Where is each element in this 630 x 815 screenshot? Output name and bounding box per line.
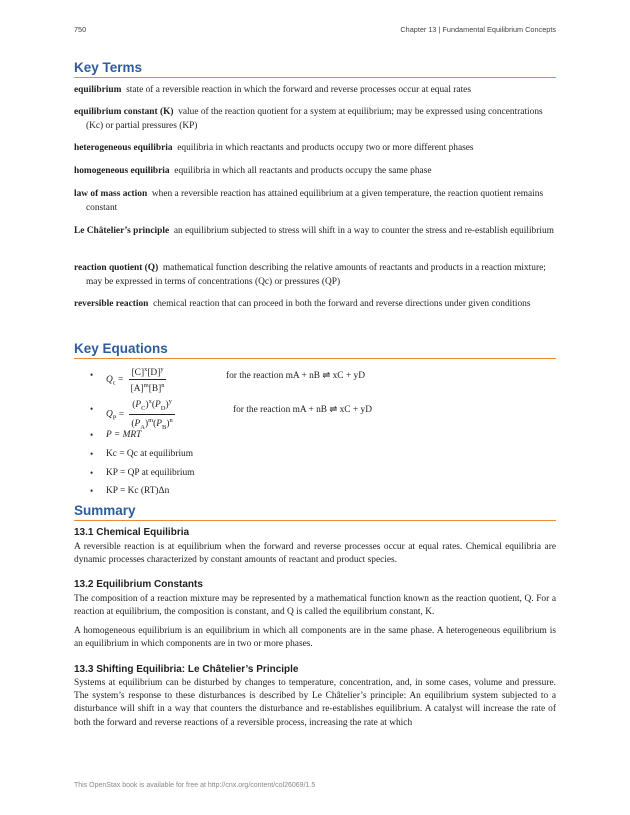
equation-qp: • $Q_P$ = $\frac{(P_C)^x(P_D)^y}{(P_A)^m(P_B)^n}$ for the reaction mA + nB ⇌ xC + yD [90,398,372,431]
term-equilibrium-constant [74,106,556,133]
term-definition: state of a reversible reaction in which the forward and reverse processes occur at equal rates [126,85,471,95]
summary-heading: Summary [74,503,556,521]
term-definition: chemical reaction that can proceed in both the forward and reverse directions under given conditions [153,299,531,309]
term-label: Le Châtelier’s principle [74,226,170,236]
pmrt-formula: P = MRT [106,430,142,440]
term-label: heterogeneous equilibria [74,143,173,153]
chapter-title: Chapter 13 | Fundamental Equilibrium Concepts [400,25,556,34]
term-definition: equilibria in which all reactants and products occupy the same phase [174,166,432,176]
section-heading-13-2: 13.2 Equilibrium Constants [74,579,203,590]
qc-formula: $Q_c$ = $\frac{[C]^x[D]^y}{[A]^m[B]^n}$ [106,366,165,395]
term-definition: when a reversible reaction has attained equilibrium at a given temperature, the reaction quotient remains constant [86,189,544,213]
equation-kc-qc: • Kc = Qc at equilibrium [90,449,194,459]
term-label: law of mass action [74,189,148,199]
term-label: equilibrium [74,85,122,95]
term-definition: mathematical function describing the relative amounts of reactants and products in a reaction mixture; may be expressed in terms of concentrations (Qc) or pressures (QP) [86,263,546,287]
term-le-chateliers-principle [74,225,556,239]
term-label: reaction quotient (Q) [74,263,159,273]
section-13-2-paragraph-2: A homogeneous equilibrium is an equilibrium in which all components are in the same phase. A heterogeneous equilibrium is an equilibrium in which components are in two or more phases. [74,626,556,650]
equation-kp-kc: • KP = Kc (RT)Δn [90,486,170,496]
section-heading-13-3: 13.3 Shifting Equilibria: Le Châtelier’s Principle [74,664,299,675]
section-13-2-paragraph-1: The composition of a reaction mixture may be represented by a mathematical function known as the reaction quotient, Q. For a reaction at equilibrium, the composition is constant, and Q is called the equilibrium constant, K. [74,594,556,618]
term-label: equilibrium constant (K) [74,107,174,117]
kp-qp-formula: KP = QP at equilibrium [106,468,195,478]
reaction-note: for the reaction mA + nB ⇌ xC + yD [226,371,365,381]
reaction-note: for the reaction mA + nB ⇌ xC + yD [233,405,372,415]
term-definition: value of the reaction quotient for a system at equilibrium; may be expressed using concentrations (Kc) or partial pressures (KP) [86,107,543,131]
term-label: homogeneous equilibria [74,166,170,176]
kc-qc-formula: Kc = Qc at equilibrium [106,449,194,459]
page-footer: This OpenStax book is available for free at http://cnx.org/content/col26069/1.5 [74,782,316,789]
term-reaction-quotient [74,262,556,289]
qp-formula: $Q_P$ = $\frac{(P_C)^x(P_D)^y}{(P_A)^m(P_B)^n}$ [106,398,173,431]
equation-kp-qp: • KP = QP at equilibrium [90,468,195,478]
section-13-1-paragraph: A reversible reaction is at equilibrium when the forward and reverse processes occur at equal rates. Chemical equilibria are dynamic processes characterized by constant amounts of reactant and product species. [74,542,556,566]
section-heading-13-1: 13.1 Chemical Equilibria [74,527,190,538]
term-heterogeneous-equilibria [74,142,556,156]
equation-pmrt: • P = MRT [90,430,142,440]
term-law-of-mass-action [74,188,556,215]
running-header [74,25,556,37]
term-definition: an equilibrium subjected to stress will shift in a way to counter the stress and re-establish equilibrium [173,226,554,236]
page-number: 750 [74,25,87,34]
equation-qc: • $Q_c$ = $\frac{[C]^x[D]^y}{[A]^m[B]^n}$ for the reaction mA + nB ⇌ xC + yD [90,366,365,395]
key-equations-heading: Key Equations [74,341,556,359]
kp-kc-formula: KP = Kc (RT)Δn [106,486,170,496]
term-label: reversible reaction [74,299,149,309]
section-13-3-paragraph: Systems at equilibrium can be disturbed by changes to temperature, concentration, and, in some cases, volume and pressure. The system’s response to these disturbances is described by Le Châtelier’s principle: An equilibrium system subjected to a disturbance will shift in a way that counters the disturbance and re-establishes equilibrium. A catalyst will increase the rate of both the forward and reverse reactions of a reversible process, increasing the rate at which [74,678,556,728]
term-equilibrium [74,84,556,98]
term-reversible-reaction [74,298,556,312]
term-definition: equilibria in which reactants and products occupy two or more different phases [177,143,474,153]
term-homogeneous-equilibria [74,165,556,179]
key-terms-heading: Key Terms [74,60,556,78]
